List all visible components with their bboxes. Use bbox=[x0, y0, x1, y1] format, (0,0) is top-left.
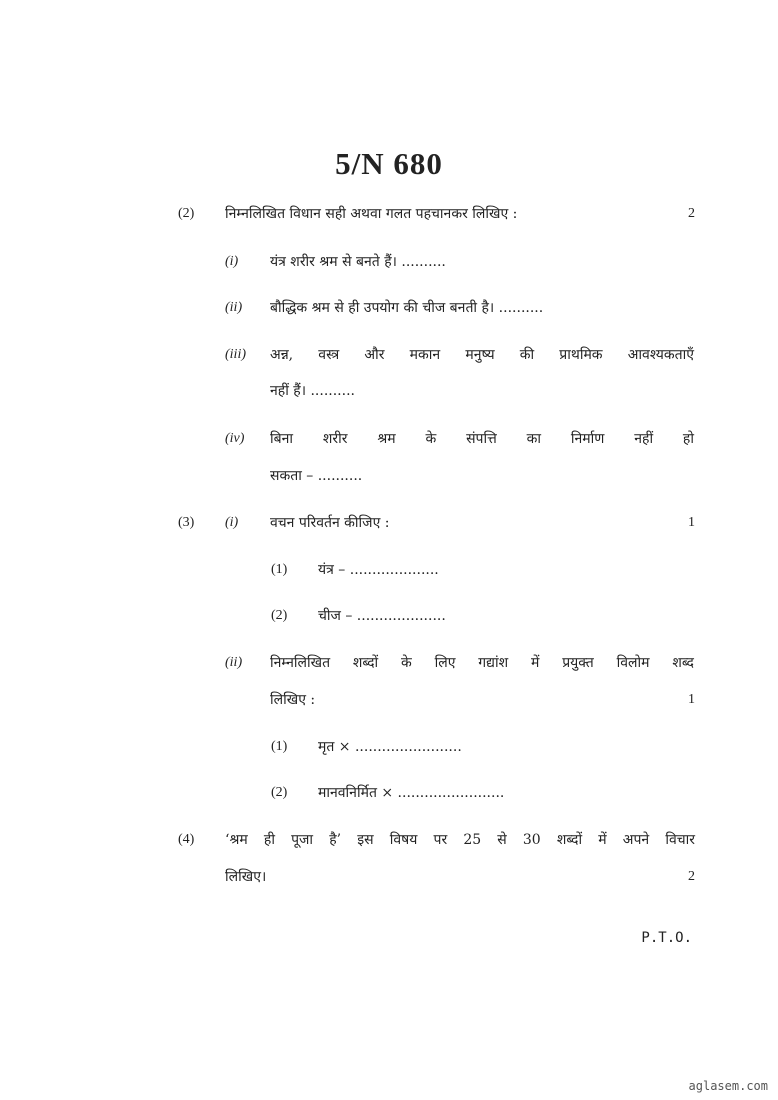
item-label: (i) bbox=[225, 254, 239, 269]
part-ii-text-line1: निम्नलिखित शब्दों के लिए गद्यांश में प्रयुक्त विलोम शब्द bbox=[270, 655, 694, 671]
item-text-line1: अन्न, वस्त्र और मकान मनुष्य की प्राथमिक आवश्यकताएँ bbox=[270, 347, 694, 363]
sub-item-text: यंत्र – .................... bbox=[318, 562, 439, 578]
sub-item-label: (1) bbox=[271, 739, 288, 754]
sub-item-text: मृत × ........................ bbox=[318, 739, 462, 755]
item-text-line1: बिना शरीर श्रम के संपत्ति का निर्माण नहीं हो bbox=[270, 431, 694, 447]
question-number-3: (3) bbox=[178, 515, 195, 530]
item-label: (ii) bbox=[225, 300, 243, 315]
question-number-2: (2) bbox=[178, 206, 195, 221]
page-turn-over: P.T.O. bbox=[641, 930, 692, 946]
question-4-text-line2: लिखिए। bbox=[225, 869, 267, 885]
item-text-line2: सकता – .......... bbox=[270, 468, 363, 484]
item-text: बौद्धिक श्रम से ही उपयोग की चीज बनती है। .......... bbox=[270, 300, 544, 316]
watermark-footer: aglasem.com bbox=[688, 1079, 768, 1093]
item-label: (iv) bbox=[225, 431, 245, 446]
question-2-marks: 2 bbox=[688, 206, 695, 221]
item-text: यंत्र शरीर श्रम से बनते हैं। .......... bbox=[270, 254, 446, 270]
question-number-4: (4) bbox=[178, 832, 195, 847]
sub-item-label: (2) bbox=[271, 785, 288, 800]
sub-item-label: (1) bbox=[271, 562, 288, 577]
question-2-text: निम्नलिखित विधान सही अथवा गलत पहचानकर लिखिए : bbox=[225, 206, 518, 222]
item-text-line2: नहीं हैं। .......... bbox=[270, 383, 355, 399]
paper-code: 5/N 680 bbox=[335, 146, 443, 181]
part-i-text: वचन परिवर्तन कीजिए : bbox=[270, 515, 390, 531]
part-ii-marks: 1 bbox=[688, 692, 695, 707]
question-4-text-line1: ‘श्रम ही पूजा है’ इस विषय पर 25 से 30 शब्दों में अपने विचार bbox=[225, 832, 695, 848]
question-4-marks: 2 bbox=[688, 869, 695, 884]
part-label: (i) bbox=[225, 515, 239, 530]
part-i-marks: 1 bbox=[688, 515, 695, 530]
part-ii-text-line2: लिखिए : bbox=[270, 692, 316, 708]
sub-item-label: (2) bbox=[271, 608, 288, 623]
sub-item-text: चीज – .................... bbox=[318, 608, 446, 624]
item-label: (iii) bbox=[225, 347, 246, 362]
part-label: (ii) bbox=[225, 655, 243, 670]
sub-item-text: मानवनिर्मित × ........................ bbox=[318, 785, 505, 801]
